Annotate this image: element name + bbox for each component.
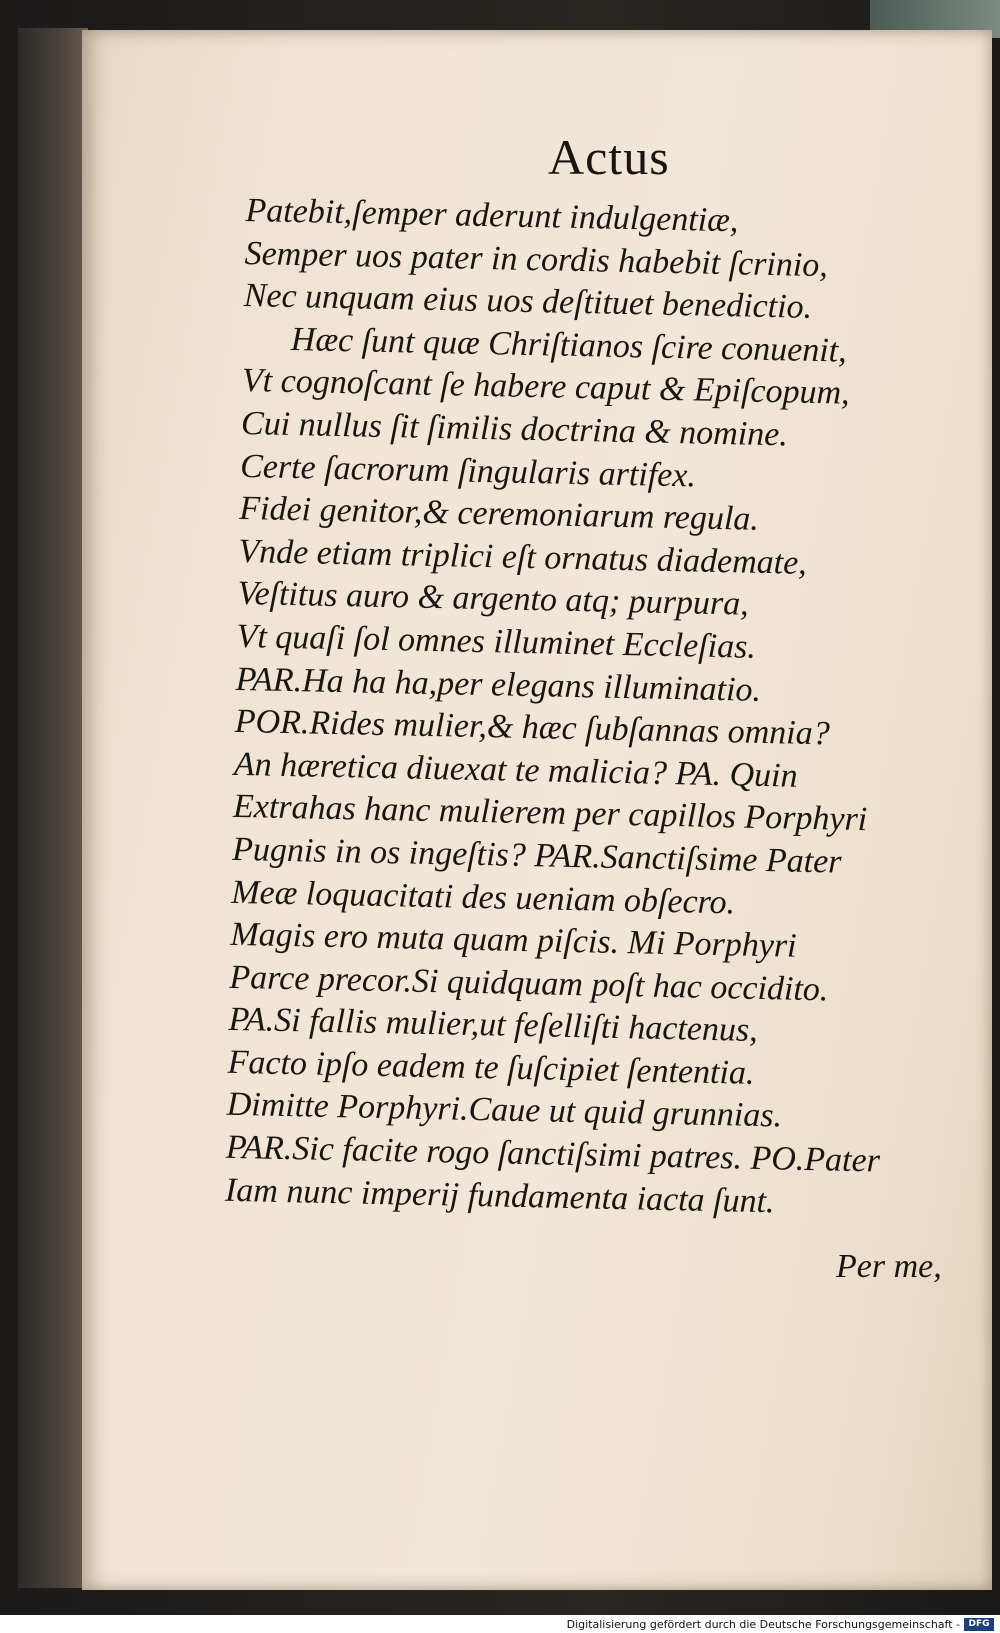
text-line: Hæc ſunt quæ Chriſtianos ſcire conuenit, — [290, 320, 848, 370]
text-line: Fidei genitor,& ceremoniarum regula. — [238, 490, 760, 538]
text-line: Cui nullus ſit ſimilis doctrina & nomine. — [240, 404, 789, 454]
text-line: Patebit,ſemper aderunt indulgentiæ, — [245, 191, 739, 240]
text-line: Magis ero muta quam piſcis. Mi Porphyri — [230, 915, 797, 965]
catchword: Per me, — [836, 1248, 942, 1285]
text-line: Meæ loquacitati des ueniam obſecro. — [230, 873, 736, 921]
dfg-logo: DFG — [964, 1618, 994, 1631]
text-line: Iam nunc imperij fundamenta iacta ſunt. — [224, 1171, 775, 1220]
text-line: Vt cognoſcant ſe habere caput & Epiſcopum, — [241, 362, 851, 413]
text-line: PA.Si fallis mulier,ut feſelliſti hactenus, — [228, 1001, 759, 1050]
text-line: Facto ipſo eadem te ſuſcipiet ſententia. — [227, 1043, 755, 1092]
text-line: Vt quaſi ſol omnes illuminet Eccleſias. — [236, 617, 757, 666]
verse-text — [225, 190, 946, 1227]
text-line: Semper uos pater in cordis habebit ſcrinio, — [244, 234, 829, 284]
text-line: Vnde etiam triplici eſt ornatus diademate, — [238, 532, 808, 582]
text-line: Veſtitus auro & argento atq; purpura, — [237, 575, 750, 623]
funding-credit: Digitalisierung gefördert durch die Deutsche Forschungsgemeinschaft - — [566, 1618, 960, 1631]
text-line: Pugnis in os ingeſtis? PAR.Sanctiſsime Pater — [231, 830, 842, 881]
text-line: Dimitte Porphyri.Caue ut quid grunnias. — [226, 1086, 783, 1135]
text-line: Parce precor.Si quidquam poſt hac occidito. — [229, 958, 829, 1009]
text-line: Extrahas hanc mulierem per capillos Porphyri — [232, 788, 868, 839]
text-line: POR.Rides mulier,& hæc ſubſannas omnia? — [234, 703, 831, 753]
text-line: Certe ſacrorum ſingularis artifex. — [239, 447, 697, 495]
digitization-footer — [0, 1615, 1000, 1633]
book-spine-edge — [18, 28, 88, 1588]
running-head: Actus — [548, 129, 670, 185]
text-line: PAR.Sic facite rogo ſanctiſsimi patres. PO.Pater — [225, 1128, 881, 1180]
text-line: PAR.Ha ha ha,per elegans illuminatio. — [235, 660, 762, 709]
text-line: Nec unquam eius uos deſtituet benedictio. — [243, 277, 813, 327]
text-line: An hæretica diuexat te malicia? PA. Quin — [233, 745, 798, 795]
